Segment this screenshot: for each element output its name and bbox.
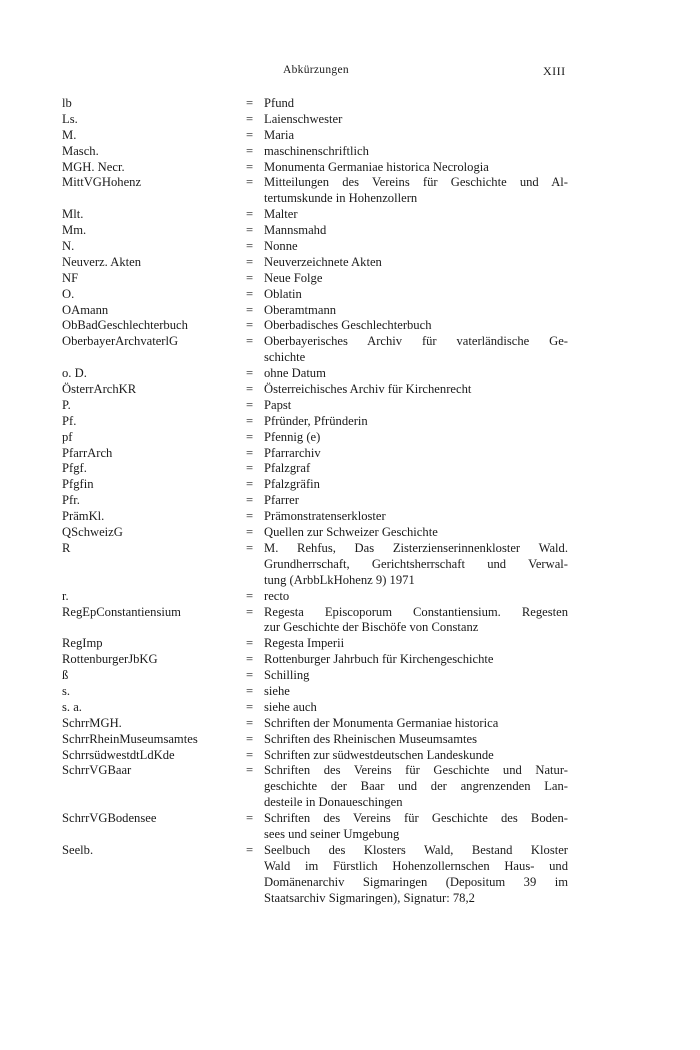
definition (264, 255, 568, 271)
definition (264, 398, 568, 414)
abbreviation: RegEpConstantiensium (62, 604, 181, 619)
abbreviation: Mm. (62, 223, 87, 238)
equals-sign: = (246, 747, 254, 762)
definition-line: Schriften des Rheinischen Museumsamtes (264, 731, 478, 746)
abbreviation: ObBadGeschlechterbuch (62, 318, 188, 333)
definition-line: Rottenburger Jahrbuch für Kirchengeschichte (264, 652, 494, 667)
definition-line: zur Geschichte der Bischöfe von Constanz (264, 620, 479, 635)
equals-sign: = (246, 318, 254, 333)
list-item (0, 160, 700, 176)
definition-line: Maria (264, 127, 295, 142)
definition (264, 541, 568, 589)
definition-line: Staatsarchiv Sigmaringen), Signatur: 78,2 (264, 890, 475, 905)
definition (264, 748, 568, 764)
list-item (0, 461, 700, 477)
list-item (0, 366, 700, 382)
abbreviation: Mlt. (62, 207, 84, 222)
list-item (0, 636, 700, 652)
abbreviation: Pfgf. (62, 461, 87, 476)
abbreviation: OAmann (62, 302, 109, 317)
definition-line: Österreichisches Archiv für Kirchenrecht (264, 382, 472, 397)
list-item (0, 430, 700, 446)
definition-line: Regesta Imperii (264, 636, 345, 651)
definition-line: ohne Datum (264, 366, 326, 381)
definition (264, 684, 568, 700)
definition (264, 414, 568, 430)
abbreviation: QSchweizG (62, 525, 123, 540)
definition (264, 493, 568, 509)
definition (264, 732, 568, 748)
definition (264, 525, 568, 541)
definition-line: Wald im Fürstlich Hohenzollernschen Haus- und (264, 858, 568, 873)
definition (264, 811, 568, 843)
list-item (0, 652, 700, 668)
list-item (0, 112, 700, 128)
equals-sign: = (246, 111, 254, 126)
list-item (0, 605, 700, 637)
equals-sign: = (246, 445, 254, 460)
definition (264, 128, 568, 144)
list-item (0, 668, 700, 684)
definition-line: geschichte der Baar und der angrenzenden Lan- (264, 779, 568, 794)
definition-line: Schriften des Vereins für Geschichte des Boden- (264, 811, 568, 826)
definition (264, 763, 568, 811)
equals-sign: = (246, 143, 254, 158)
definition (264, 223, 568, 239)
list-item (0, 318, 700, 334)
equals-sign: = (246, 413, 254, 428)
list-item (0, 239, 700, 255)
definition-line: Oberbayerisches Archiv für vaterländische Ge- (264, 334, 568, 349)
list-item (0, 398, 700, 414)
list-item (0, 700, 700, 716)
definition (264, 446, 568, 462)
abbreviation: s. a. (62, 699, 82, 714)
definition-line: Pfund (264, 96, 295, 110)
equals-sign: = (246, 96, 254, 110)
abbreviation: MGH. Necr. (62, 159, 125, 174)
list-item (0, 446, 700, 462)
list-item (0, 541, 700, 589)
list-item (0, 382, 700, 398)
definition (264, 303, 568, 319)
abbreviation: OberbayerArchvaterlG (62, 334, 179, 349)
equals-sign: = (246, 175, 254, 190)
definition (264, 716, 568, 732)
abbreviation: Seelb. (62, 842, 94, 857)
equals-sign: = (246, 763, 254, 778)
equals-sign: = (246, 429, 254, 444)
list-item (0, 287, 700, 303)
definition-line: Malter (264, 207, 298, 222)
equals-sign: = (246, 127, 254, 142)
equals-sign: = (246, 382, 254, 397)
definition (264, 382, 568, 398)
definition-line: Neue Folge (264, 270, 323, 285)
definition (264, 175, 568, 207)
abbreviation: Pfgfin (62, 477, 94, 492)
definition (264, 334, 568, 366)
abbreviation: Pf. (62, 413, 77, 428)
abbreviation: Ls. (62, 111, 78, 126)
equals-sign: = (246, 715, 254, 730)
definition-line: Schriften des Vereins für Geschichte und Natur- (264, 763, 568, 778)
list-item (0, 207, 700, 223)
definition-line: schichte (264, 350, 306, 365)
abbreviation: Pfr. (62, 493, 80, 508)
definition (264, 477, 568, 493)
list-item (0, 509, 700, 525)
list-item (0, 414, 700, 430)
definition (264, 96, 568, 112)
equals-sign: = (246, 366, 254, 381)
definition-line: Oblatin (264, 286, 302, 301)
definition (264, 652, 568, 668)
list-item (0, 477, 700, 493)
abbreviation: SchrrVGBodensee (62, 811, 157, 826)
list-item (0, 255, 700, 271)
list-item (0, 684, 700, 700)
definition-line: Pfarrarchiv (264, 445, 321, 460)
definition-line: maschinenschriftlich (264, 143, 369, 158)
equals-sign: = (246, 636, 254, 651)
abbreviation: ÖsterrArchKR (62, 382, 137, 397)
list-item (0, 303, 700, 319)
list-item (0, 763, 700, 811)
equals-sign: = (246, 811, 254, 826)
abbreviation: MittVGHohenz (62, 175, 142, 190)
definition (264, 366, 568, 382)
abbreviation: RegImp (62, 636, 103, 651)
equals-sign: = (246, 540, 254, 555)
abbreviation: Neuverz. Akten (62, 254, 142, 269)
list-item (0, 589, 700, 605)
list-item (0, 334, 700, 366)
abbreviation: RottenburgerJbKG (62, 652, 158, 667)
header-title: Abkürzungen (283, 64, 349, 76)
definition (264, 207, 568, 223)
definition-line: Schriften zur südwestdeutschen Landeskunde (264, 747, 494, 762)
definition-line: Domänenarchiv Sigmaringen (Depositum 39 im (264, 874, 568, 889)
list-item (0, 811, 700, 843)
equals-sign: = (246, 223, 254, 238)
definition (264, 843, 568, 907)
equals-sign: = (246, 207, 254, 222)
definition-line: Seelbuch des Klosters Wald, Bestand Kloster (264, 842, 568, 857)
equals-sign: = (246, 477, 254, 492)
definition (264, 318, 568, 334)
list-item (0, 716, 700, 732)
abbreviation: SchrrMGH. (62, 715, 122, 730)
equals-sign: = (246, 699, 254, 714)
definition-line: Mannsmahd (264, 223, 327, 238)
list-item (0, 175, 700, 207)
abbreviation: SchrrRheinMuseumsamtes (62, 731, 198, 746)
list-item (0, 271, 700, 287)
definition-line: Prämonstratenserkloster (264, 509, 386, 524)
equals-sign: = (246, 842, 254, 857)
abbreviation: pf (62, 429, 73, 444)
list-item (0, 732, 700, 748)
definition-line: Neuverzeichnete Akten (264, 254, 382, 269)
equals-sign: = (246, 731, 254, 746)
list-item (0, 96, 700, 112)
definition-line: recto (264, 588, 290, 603)
equals-sign: = (246, 668, 254, 683)
definition-line: Nonne (264, 239, 298, 254)
definition (264, 112, 568, 128)
abbreviation: M. (62, 127, 77, 142)
definition (264, 636, 568, 652)
definition (264, 605, 568, 637)
abbreviation: SchrrsüdwestdtLdKde (62, 747, 175, 762)
abbreviation: o. D. (62, 366, 87, 381)
definition-line: Papst (264, 397, 292, 412)
definition (264, 239, 568, 255)
abbreviation: N. (62, 239, 75, 254)
definition (264, 589, 568, 605)
definition-line: siehe (264, 683, 290, 698)
equals-sign: = (246, 683, 254, 698)
definition-line: Schilling (264, 668, 310, 683)
list-item (0, 128, 700, 144)
list-item (0, 223, 700, 239)
page-number: XIII (543, 64, 566, 78)
abbreviation-list (0, 96, 700, 906)
definition-line: Pfennig (e) (264, 429, 321, 444)
definition-line: Oberbadisches Geschlechterbuch (264, 318, 432, 333)
abbreviation: O. (62, 286, 75, 301)
definition-line: Mitteilungen des Vereins für Geschichte und Al- (264, 175, 568, 190)
definition-line: Pfalzgräfin (264, 477, 320, 492)
abbreviation: R (62, 540, 71, 555)
definition-line: Regesta Episcoporum Constantiensium. Regesten (264, 604, 568, 619)
definition-line: Pfalzgraf (264, 461, 311, 476)
definition-line: Pfründer, Pfründerin (264, 413, 368, 428)
definition-line: tertumskunde in Hohenzollern (264, 191, 418, 206)
list-item (0, 493, 700, 509)
definition-line: siehe auch (264, 699, 317, 714)
list-item (0, 144, 700, 160)
equals-sign: = (246, 302, 254, 317)
running-header (0, 64, 700, 80)
equals-sign: = (246, 461, 254, 476)
equals-sign: = (246, 588, 254, 603)
equals-sign: = (246, 397, 254, 412)
equals-sign: = (246, 334, 254, 349)
list-item (0, 748, 700, 764)
definition (264, 668, 568, 684)
definition (264, 287, 568, 303)
equals-sign: = (246, 239, 254, 254)
definition (264, 144, 568, 160)
abbreviation: P. (62, 397, 71, 412)
definition (264, 271, 568, 287)
definition (264, 700, 568, 716)
list-item (0, 525, 700, 541)
abbreviation: PrämKl. (62, 509, 105, 524)
definition (264, 430, 568, 446)
abbreviation: s. (62, 683, 71, 698)
list-item (0, 843, 700, 907)
definition (264, 509, 568, 525)
definition-line: Schriften der Monumenta Germaniae historica (264, 715, 499, 730)
equals-sign: = (246, 254, 254, 269)
definition-line: Monumenta Germaniae historica Necrologia (264, 159, 489, 174)
definition-line: M. Rehfus, Das Zisterzienserinnenkloster Wald. (264, 540, 568, 555)
abbreviation: lb (62, 96, 72, 110)
equals-sign: = (246, 509, 254, 524)
equals-sign: = (246, 270, 254, 285)
definition-line: tung (ArbbLkHohenz 9) 1971 (264, 572, 415, 587)
abbreviation: r. (62, 588, 69, 603)
definition-line: sees und seiner Umgebung (264, 826, 400, 841)
abbreviation: PfarrArch (62, 445, 113, 460)
abbreviation: SchrrVGBaar (62, 763, 132, 778)
abbreviation: ß (62, 668, 69, 683)
definition-line: desteile in Donaueschingen (264, 795, 403, 810)
equals-sign: = (246, 525, 254, 540)
definition-line: Oberamtmann (264, 302, 337, 317)
equals-sign: = (246, 652, 254, 667)
definition (264, 160, 568, 176)
equals-sign: = (246, 604, 254, 619)
definition (264, 461, 568, 477)
abbreviation: NF (62, 270, 79, 285)
definition-line: Quellen zur Schweizer Geschichte (264, 525, 438, 540)
definition-line: Grundherrschaft, Gerichtsherrschaft und Verwal- (264, 556, 568, 571)
definition-line: Laienschwester (264, 111, 343, 126)
abbreviation: Masch. (62, 143, 99, 158)
equals-sign: = (246, 286, 254, 301)
definition-line: Pfarrer (264, 493, 299, 508)
equals-sign: = (246, 159, 254, 174)
equals-sign: = (246, 493, 254, 508)
